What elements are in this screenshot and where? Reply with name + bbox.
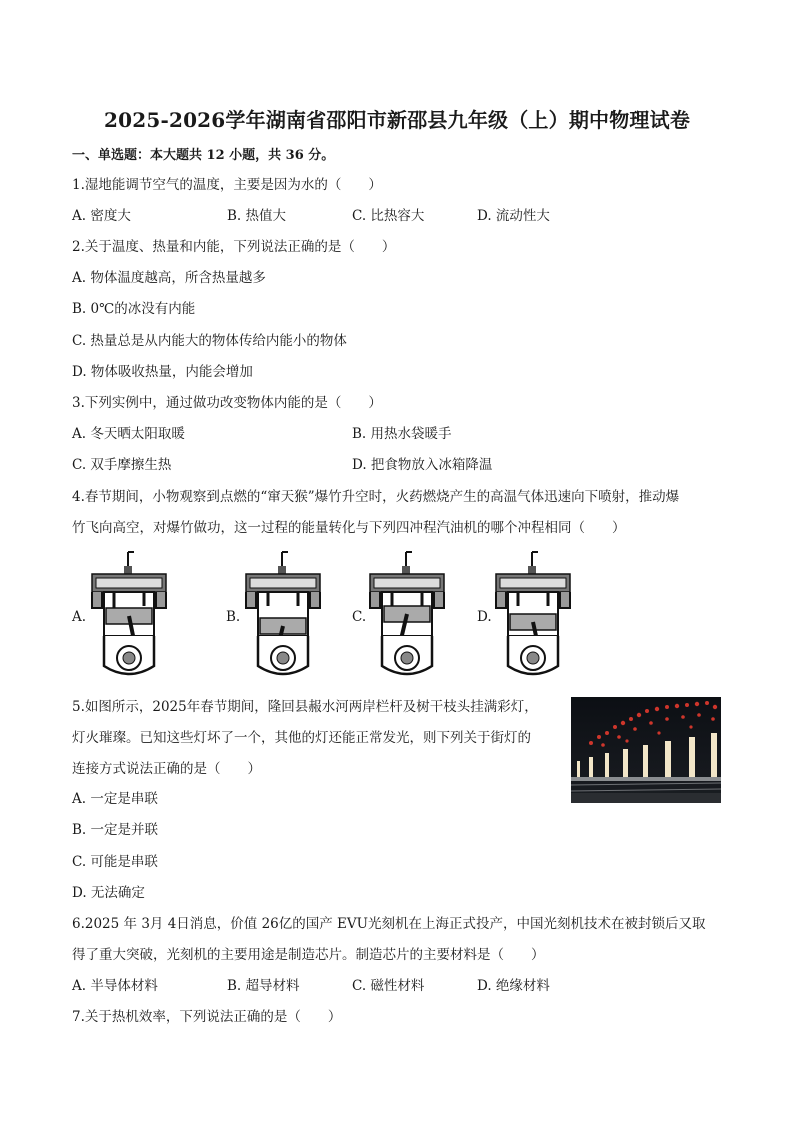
question-1-option-c[interactable]: C. 比热容大 — [352, 208, 425, 224]
question-5-option-a[interactable]: A. 一定是串联 — [72, 791, 158, 807]
question-6-stem-line-1: 6.2025 年 3月 4日消息，价值 26亿的国产 EVU光刻机在上海正式投产，中国光刻机技术在被封锁后又取 — [72, 916, 706, 932]
question-1-option-b[interactable]: B. 热值大 — [227, 208, 287, 224]
question-1-option-d[interactable]: D. 流动性大 — [477, 208, 550, 224]
question-7-stem: 7.关于热机效率，下列说法正确的是（ ） — [72, 1009, 342, 1025]
question-2-option-a[interactable]: A. 物体温度越高，所含热量越多 — [72, 270, 266, 286]
question-4-option-b[interactable]: B. — [226, 609, 241, 625]
question-4-option-a[interactable]: A. — [72, 609, 87, 625]
question-5-stem-line-1: 5.如图所示，2025年春节期间，隆回县赧水河两岸栏杆及树干枝头挂满彩灯， — [72, 699, 538, 715]
question-6-option-b[interactable]: B. 超导材料 — [227, 978, 300, 994]
page-title: 2025-2026学年湖南省邵阳市新邵县九年级（上）期中物理试卷 — [103, 108, 691, 132]
engine-diagram-d — [490, 548, 576, 682]
section-heading: 一、单选题：本大题共 12 小题，共 36 分。 — [72, 148, 335, 163]
question-2-option-b[interactable]: B. 0℃的冰没有内能 — [72, 301, 196, 317]
question-4-stem-line-1: 4.春节期间，小物观察到点燃的“窜天猴”爆竹升空时，火药燃烧产生的高温气体迅速向下喷射，推动爆 — [72, 489, 680, 505]
question-4-option-d[interactable]: D. — [477, 609, 492, 625]
question-4-stem-line-2: 竹飞向高空，对爆竹做功，这一过程的能量转化与下列四冲程汽油机的哪个冲程相同（ ） — [72, 520, 626, 536]
question-6-option-d[interactable]: D. 绝缘材料 — [477, 978, 550, 994]
question-2-option-d[interactable]: D. 物体吸收热量，内能会增加 — [72, 364, 253, 380]
question-3-option-a[interactable]: A. 冬天晒太阳取暖 — [72, 426, 185, 442]
question-3-option-b[interactable]: B. 用热水袋暖手 — [352, 426, 452, 442]
question-6-option-a[interactable]: A. 半导体材料 — [72, 978, 158, 994]
riverside-lights-photo — [571, 697, 721, 803]
question-1-stem: 1.湿地能调节空气的温度，主要是因为水的（ ） — [72, 177, 382, 193]
question-1-option-a[interactable]: A. 密度大 — [72, 208, 131, 224]
engine-diagram-b — [240, 548, 326, 682]
engine-diagram-c — [364, 548, 450, 682]
question-5-stem-line-3: 连接方式说法正确的是（ ） — [72, 761, 261, 777]
question-4-option-c[interactable]: C. — [352, 609, 367, 625]
engine-diagram-a — [86, 548, 172, 682]
question-2-stem: 2.关于温度、热量和内能，下列说法正确的是（ ） — [72, 239, 396, 255]
question-5-option-c[interactable]: C. 可能是串联 — [72, 854, 158, 870]
question-2-option-c[interactable]: C. 热量总是从内能大的物体传给内能小的物体 — [72, 333, 347, 349]
question-3-stem: 3.下列实例中，通过做功改变物体内能的是（ ） — [72, 395, 382, 411]
question-5-stem-line-2: 灯火璀璨。已知这些灯坏了一个，其他的灯还能正常发光，则下列关于街灯的 — [72, 730, 531, 746]
question-3-option-c[interactable]: C. 双手摩擦生热 — [72, 457, 172, 473]
question-5-option-b[interactable]: B. 一定是并联 — [72, 822, 159, 838]
question-6-stem-line-2: 得了重大突破，光刻机的主要用途是制造芯片。制造芯片的主要材料是（ ） — [72, 947, 545, 963]
question-3-option-d[interactable]: D. 把食物放入冰箱降温 — [352, 457, 493, 473]
question-5-option-d[interactable]: D. 无法确定 — [72, 885, 145, 901]
question-6-option-c[interactable]: C. 磁性材料 — [352, 978, 425, 994]
